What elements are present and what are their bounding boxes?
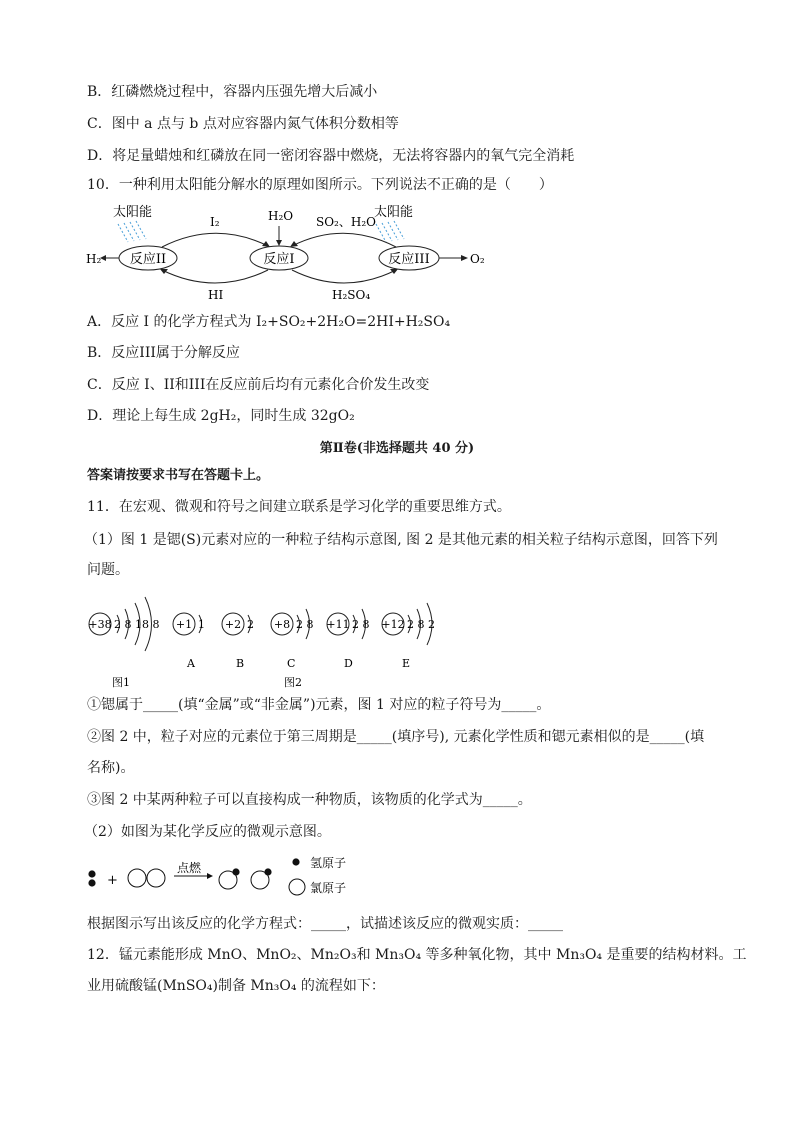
atom-b-nucleus-charge: +2 [224,618,242,631]
hydrogen-atom-icon [88,879,95,886]
atom-c-label: C [287,657,296,670]
q10-stem: 10．一种利用太阳能分解水的原理如图所示。下列说法不正确的是（ ） [87,177,553,193]
q11-part2: （2）如图为某化学反应的微观示意图。 [84,824,331,840]
reaction-1-label: 反应I [263,252,295,267]
q11-part1-line1: （1）图 1 是锶(S)元素对应的一种粒子结构示意图, 图 2 是其他元素的相关粒子结构示意图，回答下列 [84,532,718,548]
atom-structure-diagrams [84,585,464,693]
hi-label: HI [208,288,224,302]
atom-c-nucleus-charge: +8 [273,618,291,631]
atom-e-label: E [402,657,411,670]
q11-part1-line2: 问题。 [87,562,129,578]
chlorine-atom-icon [147,869,165,887]
chlorine-atom-icon [128,869,146,887]
q11-stem: 11．在宏观、微观和符号之间建立联系是学习化学的重要思维方式。 [87,499,511,515]
atom-d-shell-electrons: 2 8 [352,618,370,631]
atom-c-shell-electrons: 2 8 [296,618,314,631]
atom-e-nucleus-charge: +12 [381,618,405,631]
atom-d-nucleus-charge: +11 [326,618,350,631]
atom-d-label: D [344,657,353,670]
q9-option-b: B．红磷燃烧过程中，容器内压强先增大后减小 [87,84,378,100]
h2-product-label: H₂ [86,252,102,266]
q9-option-c: C．图中 a 点与 b 点对应容器内氮气体积分数相等 [87,116,399,132]
section-note: 答案请按要求书写在答题卡上。 [87,468,270,483]
q10-option-d: D．理论上每生成 2gH₂，同时生成 32gO₂ [87,408,355,424]
figure-2-caption: 图2 [284,676,302,689]
q11-sub2-line2: 名称)。 [87,760,135,776]
legend-chlorine-icon [289,879,305,895]
sun-rays-right-icon [376,221,404,242]
o2-product-label: O₂ [470,252,485,266]
atom-a-shell-electrons: 1 [198,618,205,631]
i2-label: I₂ [210,215,220,229]
atom-b-label: B [236,657,245,670]
sr-shell-electrons: 2 8 18 8 [114,618,160,631]
atom-a-nucleus-charge: +1 [175,618,193,631]
reaction-condition: 点燃 [177,861,202,875]
q11-sub1: ①锶属于_____(填“金属”或“非金属”)元素，图 1 对应的粒子符号为_____。 [87,697,551,713]
q11-sub3: ③图 2 中某两种粒子可以直接构成一种物质，该物质的化学式为_____。 [87,792,532,808]
so2-h2o-label: SO₂、H₂O [316,215,376,229]
legend-hydrogen-icon [292,858,299,865]
h2so4-label: H₂SO₄ [332,288,371,302]
hydrogen-atom-icon [88,870,95,877]
sun-label-right: 太阳能 [374,205,414,220]
solar-water-splitting-diagram [80,198,500,306]
sr-nucleus-charge: +38 [88,618,112,631]
reaction-2-label: 反应II [129,252,167,267]
section-title: 第Ⅱ卷(非选择题共 40 分) [319,441,475,456]
atom-b-shell-electrons: 2 [247,618,254,631]
q10-option-c: C．反应 I、II和III在反应前后均有元素化合价发生改变 [87,377,430,393]
legend-hydrogen-label: 氢原子 [310,856,347,870]
q9-option-d: D．将足量蜡烛和红磷放在同一密闭容器中燃烧，无法将容器内的氧气完全消耗 [87,148,575,164]
hydrogen-atom-icon [232,868,239,875]
reaction-3-label: 反应III [388,252,430,267]
reaction-micro-diagram [84,850,374,902]
q12-line1: 12．锰元素能形成 MnO、MnO₂、Mn₂O₃和 Mn₃O₄ 等多种氧化物，其中 Mn₃O₄ 是重要的结构材料。工 [87,947,747,963]
legend-chlorine-label: 氯原子 [310,881,347,895]
figure-1-caption: 图1 [112,676,130,689]
q11-sub2-line1: ②图 2 中，粒子对应的元素位于第三周期是_____(填序号), 元素化学性质和锶元素相似的是_____(填 [87,729,705,745]
hydrogen-atom-icon [264,868,271,875]
plus-sign: + [107,873,118,888]
atom-a-label: A [187,657,195,670]
q10-option-b: B．反应III属于分解反应 [87,345,240,361]
sun-label-left: 太阳能 [113,205,153,220]
q11-answer-line: 根据图示写出该反应的化学方程式：_____，试描述该反应的微观实质：_____ [87,916,563,932]
atom-e-shell-electrons: 2 8 2 [407,618,435,631]
sun-rays-left-icon [118,221,146,242]
h2o-label: H₂O [268,209,294,223]
q10-option-a: A．反应 I 的化学方程式为 I₂+SO₂+2H₂O=2HI+H₂SO₄ [87,314,451,330]
q12-line2: 业用硫酸锰(MnSO₄)制备 Mn₃O₄ 的流程如下： [87,978,385,994]
